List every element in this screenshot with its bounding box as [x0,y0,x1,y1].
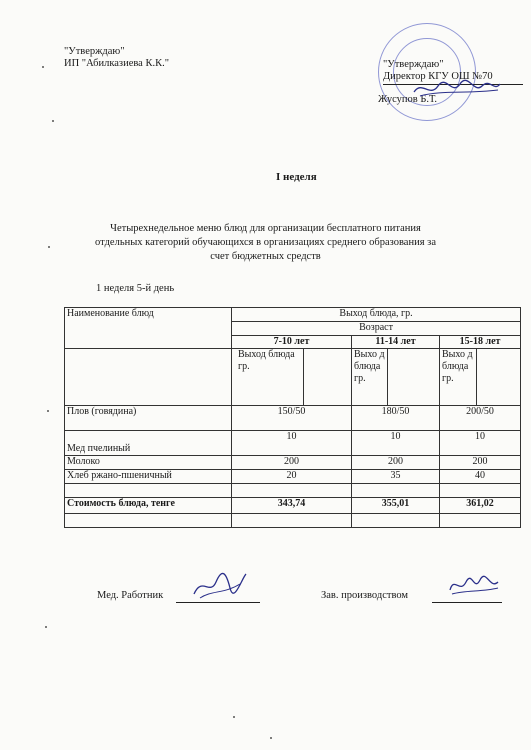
sub-label-15-18: Выхо д блюда гр. [440,349,477,406]
row-name: Мед пчелиный [65,431,232,456]
sub-label-7-10: Выход блюда гр. [232,349,304,406]
approve-left-org: ИП "Абилказиева К.К." [64,58,170,69]
col-name-header: Наименование блюд [65,308,232,349]
subtitle-line-1: Четырехнедельное меню блюд для организации бесплатного питания [110,223,421,234]
cell-value: 200/50 [440,406,521,431]
page-title: I неделя [276,171,317,183]
cell-value: 200 [232,456,352,470]
cell-value: 10 [352,431,440,456]
cell-value: 200 [352,456,440,470]
cost-label: Стоимость блюда, тенге [65,498,232,514]
output-header: Выход блюда, гр. [232,308,521,322]
day-label: 1 неделя 5-й день [96,283,175,294]
age-7-10: 7-10 лет [232,336,352,349]
age-header: Возраст [232,322,521,336]
sub-label-11-14: Выхо д блюда гр. [352,349,388,406]
age-11-14: 11-14 лет [352,336,440,349]
approve-left-word: "Утверждаю" [64,46,125,57]
scan-speck [52,120,54,122]
scan-speck [270,737,272,739]
approve-right-word: "Утверждаю" [383,59,444,70]
cost-value: 361,02 [440,498,521,514]
scan-speck [42,66,44,68]
cell-value: 10 [232,431,352,456]
cost-value: 355,01 [352,498,440,514]
production-label: Зав. производством [321,590,409,601]
medic-signature-icon [190,570,250,602]
cell-value: 150/50 [232,406,352,431]
approve-right-name: Жусупов Б.Т. [378,94,438,105]
cell-value: 20 [232,470,352,484]
row-name: Молоко [65,456,232,470]
cell-value: 180/50 [352,406,440,431]
production-signature-icon [446,572,502,600]
row-name: Плов (говядина) [65,406,232,431]
scan-speck [48,246,50,248]
medic-label: Мед. Работник [97,590,164,601]
cell-value: 35 [352,470,440,484]
approve-right-position: Директор КГУ ОШ №70 [383,71,523,85]
age-15-18: 15-18 лет [440,336,521,349]
cell-value: 10 [440,431,521,456]
subtitle-line-3: счет бюджетных средств [210,251,321,262]
cost-value: 343,74 [232,498,352,514]
scan-speck [47,410,49,412]
subtitle-line-2: отдельных категорий обучающихся в организациях среднего образования за [95,237,436,248]
scan-speck [45,626,47,628]
cell-value: 200 [440,456,521,470]
row-name: Хлеб ржано-пшеничный [65,470,232,484]
scan-speck [233,716,235,718]
menu-table [64,307,521,528]
cell-value: 40 [440,470,521,484]
director-signature-icon [412,78,502,100]
